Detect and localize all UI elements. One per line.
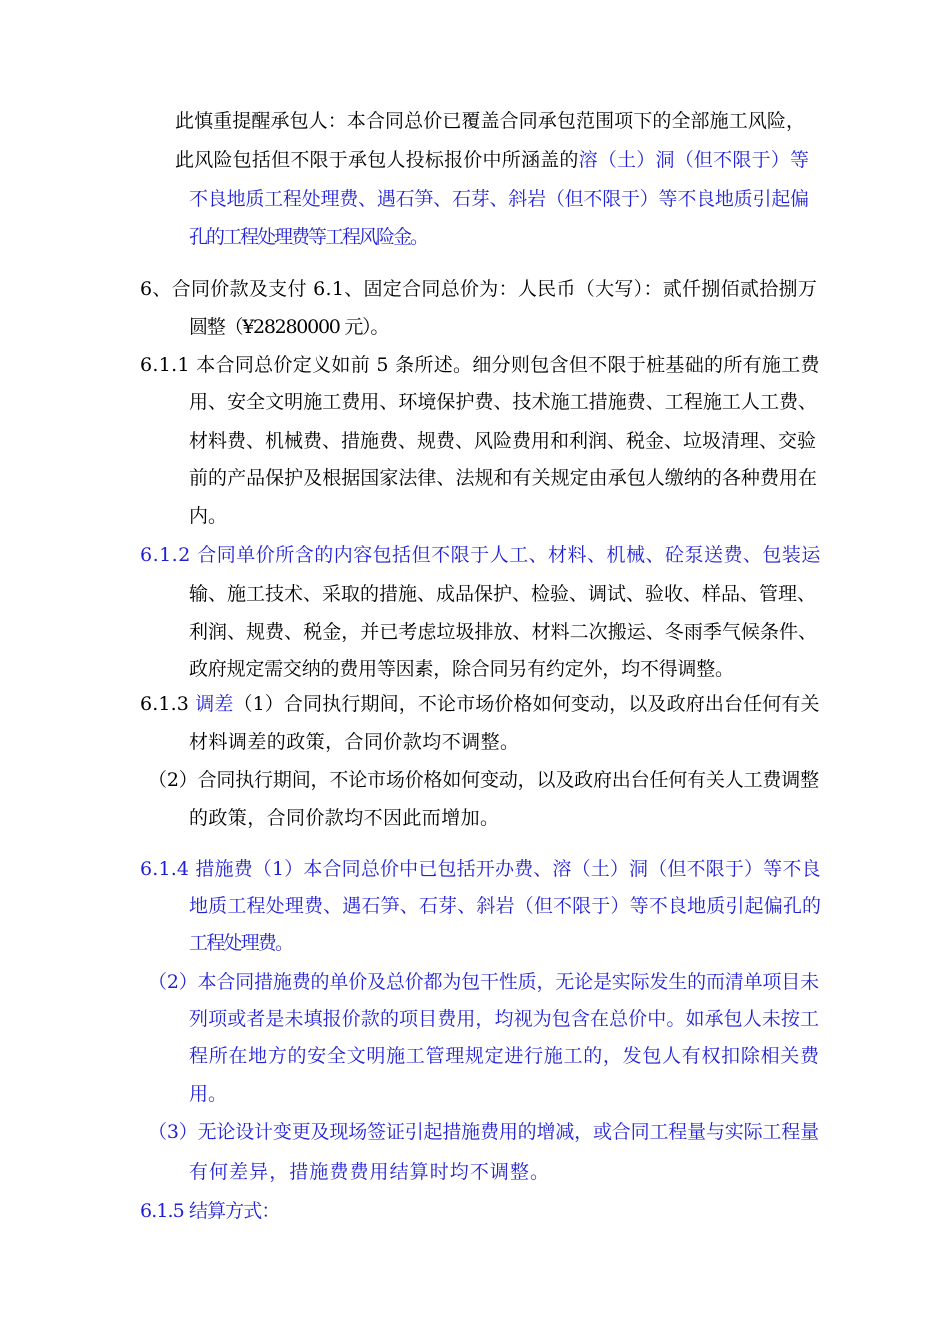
text-span: 地质工程处理费、遇石笋、石芽、斜岩（但不限于）等不良地质引起偏孔的 xyxy=(189,895,822,917)
text-line xyxy=(140,692,820,716)
text-span: （2）本合同措施费的单价及总价都为包干性质，无论是实际发生的而清单项目未 xyxy=(148,971,819,993)
text-span: 此慎重提醒承包人：本合同总价已覆盖合同承包范围项下的全部施工风险， xyxy=(175,110,806,132)
text-line xyxy=(189,620,817,644)
text-span: （3）无论设计变更及现场签证引起措施费用的增减，或合同工程量与实际工程量 xyxy=(148,1121,819,1143)
text-line xyxy=(140,543,821,567)
text-span: 输、施工技术、采取的措施、成品保护、检验、调试、验收、样品、管理、 xyxy=(189,583,817,605)
text-line xyxy=(189,1082,227,1106)
text-line xyxy=(175,148,809,172)
text-line xyxy=(175,109,805,133)
text-line xyxy=(140,277,817,301)
text-span: 不良地质工程处理费、遇石笋、石芽、斜岩（但不限于）等不良地质引起偏 xyxy=(189,188,809,210)
text-span: （1）合同执行期间，不论市场价格如何变动，以及政府出台任何有关 xyxy=(233,693,820,715)
text-span: 内。 xyxy=(189,505,228,527)
text-span: 溶（土）洞（但不限于）等 xyxy=(578,149,810,171)
text-line xyxy=(189,931,292,955)
text-line xyxy=(189,390,817,414)
text-line xyxy=(189,504,227,528)
text-line xyxy=(140,857,821,881)
text-line xyxy=(140,353,820,377)
text-line xyxy=(189,225,427,249)
text-span: 材料费、机械费、措施费、规费、风险费用和利润、税金、垃圾清理、交验 xyxy=(189,430,817,452)
text-line xyxy=(189,466,817,490)
text-span: 6.1.4 措施费（1）本合同总价中已包括开办费、溶（土）洞（但不限于）等不良 xyxy=(140,858,821,880)
text-line xyxy=(189,806,499,830)
text-line xyxy=(189,1007,819,1031)
text-span: 调差 xyxy=(195,693,234,715)
text-line xyxy=(189,315,388,339)
text-line xyxy=(189,582,816,606)
text-span: 6、合同价款及支付 6.1、固定合同总价为：人民币（大写）：贰仟捌佰贰拾捌万 xyxy=(140,278,818,300)
text-span: 圆整（¥28280000 元）。 xyxy=(189,316,389,338)
text-span: 的政策，合同价款均不因此而增加。 xyxy=(189,807,500,829)
text-span: 前的产品保护及根据国家法律、法规和有关规定由承包人缴纳的各种费用在 xyxy=(189,467,818,489)
text-span: 6.1.3 xyxy=(140,693,196,715)
text-span: 材料调差的政策，合同价款均不调整。 xyxy=(189,731,520,753)
text-span: 程所在地方的安全文明施工管理规定进行施工的，发包人有权扣除相关费 xyxy=(189,1045,820,1067)
text-line xyxy=(148,1120,819,1144)
text-span: 政府规定需交纳的费用等因素，除合同另有约定外，均不得调整。 xyxy=(189,658,734,680)
text-line xyxy=(148,768,819,792)
text-span: 6.1.1 本合同总价定义如前 5 条所述。细分则包含但不限于桩基础的所有施工费 xyxy=(140,354,820,376)
text-line xyxy=(189,1160,550,1184)
text-line xyxy=(140,1199,279,1223)
text-span: （2）合同执行期间，不论市场价格如何变动，以及政府出台任何有关人工费调整 xyxy=(148,769,819,791)
text-line xyxy=(189,894,821,918)
text-span: 6.1.2 合同单价所含的内容包括但不限于人工、材料、机械、砼泵送费、包装运 xyxy=(140,544,821,566)
text-line xyxy=(189,1044,820,1068)
text-line xyxy=(189,657,734,681)
text-line xyxy=(189,429,816,453)
text-span: 孔的工程处理费等工程风险金。 xyxy=(189,226,428,248)
text-span: 列项或者是未填报价款的项目费用，均视为包含在总价中。如承包人未按工 xyxy=(189,1008,820,1030)
text-span: 用、安全文明施工费用、环境保护费、技术施工措施费、工程施工人工费、 xyxy=(189,391,818,413)
text-span: 此风险包括但不限于承包人投标报价中所涵盖的 xyxy=(175,149,579,171)
text-span: 工程处理费。 xyxy=(189,932,293,954)
text-line xyxy=(189,730,519,754)
text-span: 利润、规费、税金，并已考虑垃圾排放、材料二次搬运、冬雨季气候条件、 xyxy=(189,621,818,643)
text-span: 6.1.5 结算方式： xyxy=(140,1200,280,1222)
text-line xyxy=(148,970,819,994)
text-span: 有何差异，措施费费用结算时均不调整。 xyxy=(189,1161,551,1183)
text-span: 用。 xyxy=(189,1083,228,1105)
text-line xyxy=(189,187,809,211)
